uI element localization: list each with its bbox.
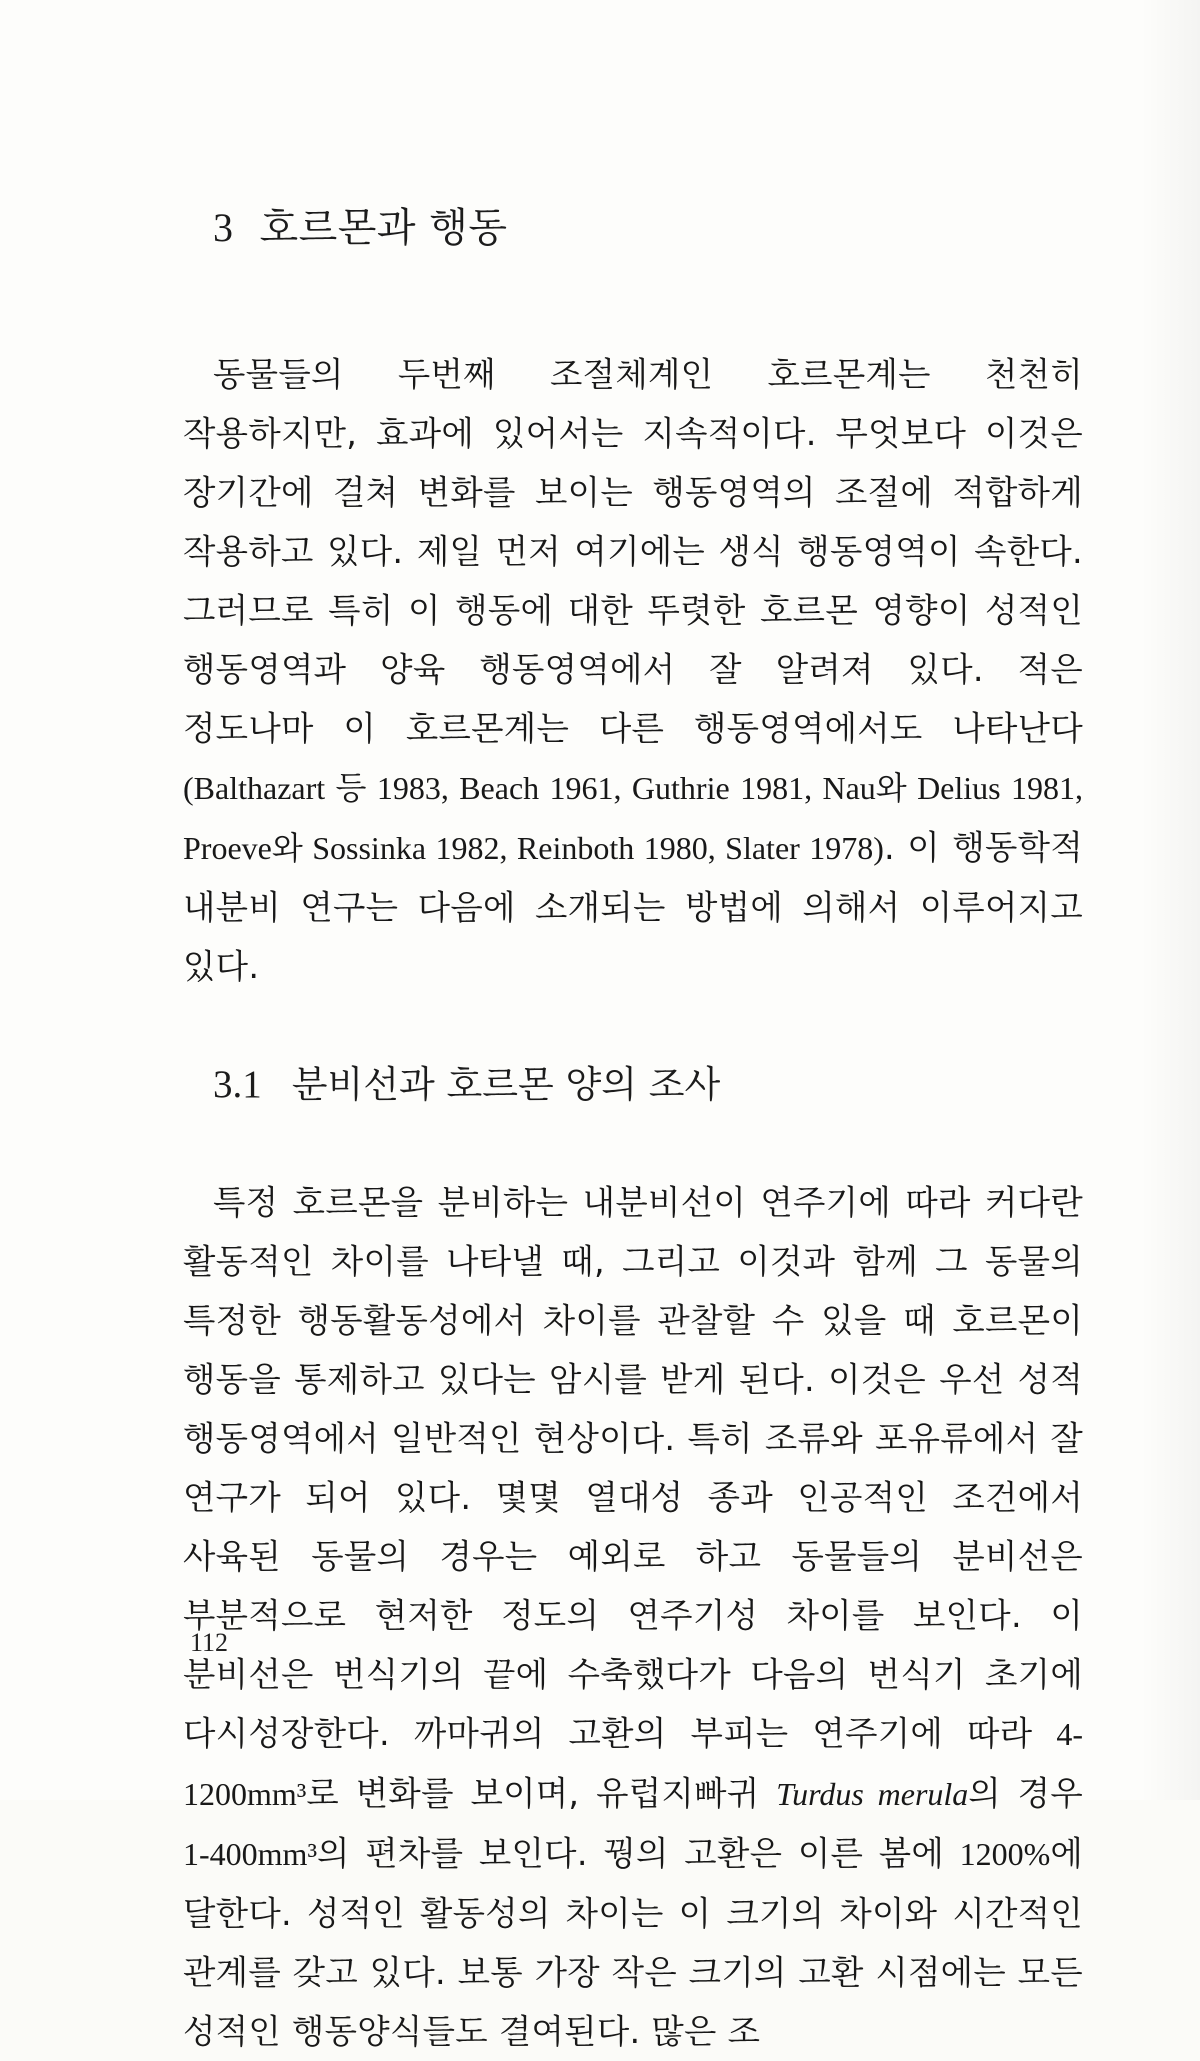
intro-paragraph: [183, 345, 1083, 996]
section-text-part4: 의 편차를 보인다. 꿩의 고환은 이른 봄에: [317, 1834, 960, 1873]
intro-text-part2: . 이 행동학적 내분비 연구는 다음에 소개되는 방법에 의해서 이루어지고 있다.: [183, 828, 1083, 986]
section-text-part3: 의 경우: [968, 1774, 1083, 1813]
measurement-range-blackbird: 1-400mm³: [183, 1836, 318, 1872]
section-paragraph: [183, 1173, 1083, 2061]
section-text-part2: 로 변화를 보이며, 유럽지빠귀: [306, 1774, 777, 1813]
section-text-part5: 에 달한다. 성적인 활동성의 차이는 이 크기의 차이와 시간적인 관계를 갖고 있다. 보통 가장 작은 크기의 고환 시점에는 모든 성적인 행동양식들도 결여된다. 많은 조: [183, 1834, 1083, 2051]
intro-text-part1: 동물들의 두번째 조절체계인 호르몬계는 천천히 작용하지만, 효과에 있어서는 지속적이다. 무엇보다 이것은 장기간에 걸쳐 변화를 보이는 행동영역의 조절에 적합하게 작용하고 있다. 제일 먼저 여기에는 생식 행동영역이 속한다. 그러므로 특히 이 행동에 대한 뚜렷한 호르몬 영향이 성적인 행동영역과 양육 행동영역에서 잘 알려져 있다. 적은 정도나마 이 호르몬계는 다른 행동영역에서도 나타난다: [183, 355, 1083, 748]
page-number: 112: [190, 1628, 229, 1657]
measurement-range-crow: 4-1200mm³: [183, 1716, 1083, 1812]
section-title: 분비선과 호르몬 양의 조사: [291, 1063, 721, 1106]
percent-value: 1200%: [959, 1836, 1051, 1872]
species-name: Turdus merula: [776, 1776, 969, 1812]
page-content: [183, 196, 1083, 2061]
chapter-number: 3: [213, 205, 234, 250]
section-number: 3.1: [213, 1063, 262, 1106]
chapter-title: 호르몬과 행동: [259, 205, 508, 251]
section-text-part1: 특정 호르몬을 분비하는 내분비선이 연주기에 따라 커다란 활동적인 차이를 나타낼 때, 그리고 이것과 함께 그 동물의 특정한 행동활동성에서 차이를 관찰할 수 있을 때 호르몬이 행동을 통제하고 있다는 암시를 받게 된다. 이것은 우선 성적 행동영역에서 일반적인 현상이다. 특히 조류와 포유류에서 잘 연구가 되어 있다. 몇몇 열대성 종과 인공적인 조건에서 사육된 동물의 경우는 예외로 하고 동물들의 분비선은 부분적으로 현저한 정도의 연주기성 차이를 보인다. 이 분비선은 번식기의 끝에 수축했다가 다음의 번식기 초기에 다시성장한다. 까마귀의 고환의 부피는 연주기에 따라: [183, 1183, 1083, 1753]
chapter-heading: [183, 196, 1083, 256]
section-heading: [183, 1054, 1083, 1114]
intro-citations: (Balthazart 등 1983, Beach 1961, Guthrie 1981, Nau와 Delius 1981, Proeve와 Sossinka 1982, Reinboth 1980, Slater 1978): [183, 770, 1083, 866]
